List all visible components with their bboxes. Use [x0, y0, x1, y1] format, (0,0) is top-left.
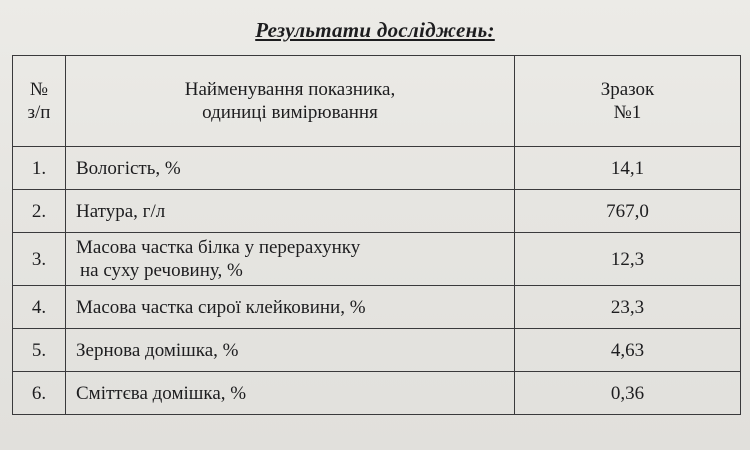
row-number: 4.: [13, 286, 66, 329]
table-header-row: [13, 56, 741, 147]
table-row: [13, 147, 741, 190]
row-indicator: Вологість, %: [66, 147, 515, 190]
row-number: 5.: [13, 329, 66, 372]
row-value: 4,63: [515, 329, 741, 372]
results-table: [12, 55, 741, 415]
row-value: 767,0: [515, 190, 741, 233]
header-sample: Зразок №1: [515, 56, 741, 147]
row-number: 6.: [13, 372, 66, 415]
table-row: [13, 372, 741, 415]
row-indicator: Масова частка білка у перерахунку на суху речовину, %: [66, 233, 515, 286]
row-indicator: Сміттєва домішка, %: [66, 372, 515, 415]
table-row: [13, 329, 741, 372]
row-value: 23,3: [515, 286, 741, 329]
table-row: [13, 286, 741, 329]
row-value: 0,36: [515, 372, 741, 415]
row-number: 1.: [13, 147, 66, 190]
row-number: 2.: [13, 190, 66, 233]
table-row: [13, 190, 741, 233]
row-number: 3.: [13, 233, 66, 286]
table-row: [13, 233, 741, 286]
row-value: 12,3: [515, 233, 741, 286]
document-title: Результати досліджень:: [255, 18, 495, 42]
row-value: 14,1: [515, 147, 741, 190]
row-indicator: Натура, г/л: [66, 190, 515, 233]
row-indicator: Зернова домішка, %: [66, 329, 515, 372]
row-indicator: Масова частка сирої клейковини, %: [66, 286, 515, 329]
header-indicator-name: Найменування показника, одиниці вимірювання: [66, 56, 515, 147]
header-number: № з/п: [13, 56, 66, 147]
